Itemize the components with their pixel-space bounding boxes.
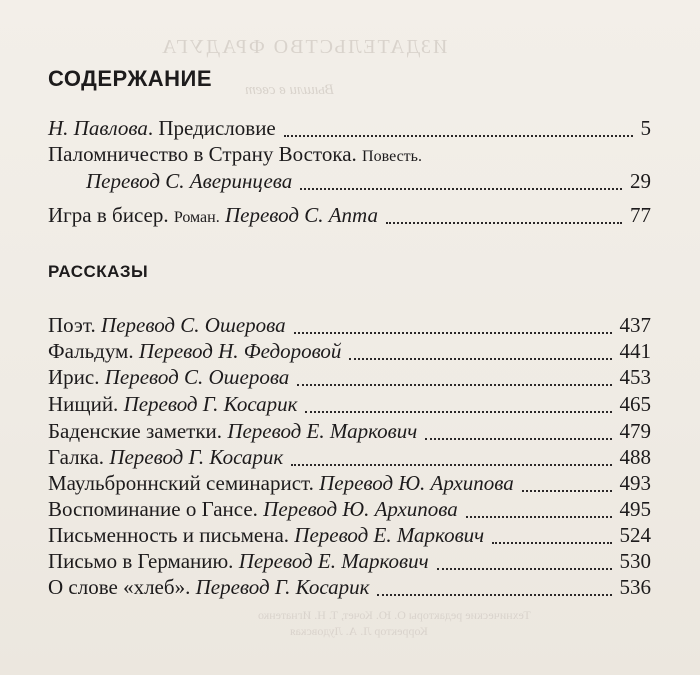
entry-title: . Предисловие (147, 116, 276, 140)
dot-leader (492, 542, 611, 544)
entry-title: Игра в бисер. (48, 203, 169, 227)
entry-title: Воспоминание о Гансе. (48, 497, 258, 521)
entry-title: Ирис. (48, 365, 100, 389)
entry-title: Поэт. (48, 313, 96, 337)
entry-page: 465 (619, 392, 651, 416)
entry-page: 524 (619, 523, 651, 547)
entry-text (48, 445, 283, 470)
entry-title: Галка. (48, 445, 105, 469)
entry-title: Фальдум. (48, 339, 134, 363)
toc-entry-story (48, 420, 651, 446)
toc-entry-story (48, 576, 651, 602)
toc-entry-journey-line2 (48, 170, 651, 196)
dot-leader (425, 438, 611, 440)
entry-translator: Перевод Г. Косарик (123, 392, 298, 416)
toc-entry-journey-line1 (48, 143, 651, 169)
entry-translator: Перевод С. Аверинцева (86, 169, 293, 193)
entry-translator: Перевод Е. Маркович (227, 419, 418, 443)
dot-leader (305, 411, 611, 413)
entry-title: Письменность и письмена. (48, 523, 290, 547)
toc-entry-story (48, 366, 651, 392)
entry-text (48, 392, 297, 417)
entry-page: 437 (619, 313, 651, 337)
bleed-through-text: Корректор Л. А. Лудовская (290, 624, 428, 638)
toc-entry-preface (48, 117, 651, 143)
contents-heading: СОДЕРЖАНИЕ (48, 66, 213, 91)
bleed-through-text: ИЗДАТЕЛЬСТВО ФРАДУГА (160, 36, 448, 58)
toc-entry-story (48, 498, 651, 524)
entry-page: 441 (619, 339, 651, 363)
entry-page: 493 (619, 471, 651, 495)
entry-author: Н. Павлова (48, 116, 148, 140)
entry-translator: Перевод Ю. Архипова (263, 497, 458, 521)
entry-translator: Перевод Е. Маркович (294, 523, 485, 547)
entry-genre: Повесть. (362, 148, 422, 165)
entry-text (48, 419, 417, 444)
entry-title: Баденские заметки. (48, 419, 223, 443)
dot-leader (377, 594, 611, 596)
entry-translator: Перевод С. Ошерова (104, 365, 290, 389)
entry-title: Маульброннский семинарист. (48, 471, 314, 495)
entry-text (48, 142, 422, 167)
entry-title: О слове «хлеб». (48, 575, 191, 599)
entry-genre: Роман. (173, 209, 220, 226)
entry-text (48, 116, 276, 141)
entry-translator: Перевод С. Ошерова (101, 313, 286, 337)
entry-page: 479 (619, 419, 651, 443)
entry-text (48, 203, 378, 228)
dot-leader (386, 222, 622, 224)
entry-translator: Перевод Г. Косарик (195, 575, 370, 599)
entry-text (48, 523, 484, 548)
dot-leader (466, 516, 612, 518)
entry-text (48, 365, 289, 390)
dot-leader (291, 464, 611, 466)
toc-entry-story (48, 446, 651, 472)
dot-leader (297, 384, 611, 386)
entry-translator: Перевод Г. Косарик (109, 445, 284, 469)
entry-title: Нищий. (48, 392, 119, 416)
entry-text (48, 313, 286, 338)
entry-page: 536 (619, 575, 651, 599)
toc-entry-glass-bead-game (48, 204, 651, 230)
entry-translator: Перевод С. Апта (224, 203, 378, 227)
stories-heading: РАССКАЗЫ (48, 262, 149, 281)
entry-text (48, 471, 514, 496)
toc-entry-story (48, 314, 651, 340)
entry-translator: Перевод Е. Маркович (238, 549, 429, 573)
entry-text (48, 575, 369, 600)
entry-page: 453 (619, 365, 651, 389)
entry-page: 29 (630, 169, 651, 193)
dot-leader (284, 135, 633, 137)
bleed-through-text: Вышли в свет (245, 82, 335, 98)
dot-leader (349, 358, 611, 360)
toc-entry-story (48, 472, 651, 498)
entry-title: Паломничество в Страну Востока. (48, 142, 357, 166)
entry-page: 77 (630, 203, 651, 227)
dot-leader (437, 568, 612, 570)
dot-leader (294, 332, 612, 334)
toc-entry-story (48, 524, 651, 550)
entry-page: 488 (619, 445, 651, 469)
entry-translator: Перевод Ю. Архипова (319, 471, 514, 495)
entry-page: 5 (640, 116, 651, 140)
toc-entry-story (48, 550, 651, 576)
bleed-through-text: Технические редакторы О. Ю. Кочет, Т. Н. Игнатенко (258, 608, 531, 622)
toc-entry-story (48, 340, 651, 366)
dot-leader (300, 188, 622, 190)
entry-page: 495 (619, 497, 651, 521)
entry-title: Письмо в Германию. (48, 549, 234, 573)
dot-leader (522, 490, 612, 492)
entry-text (48, 549, 429, 574)
entry-page: 530 (619, 549, 651, 573)
entry-text (48, 497, 458, 522)
entry-translator: Перевод Н. Федоровой (138, 339, 342, 363)
entry-text (48, 339, 341, 364)
toc-entry-story (48, 393, 651, 419)
